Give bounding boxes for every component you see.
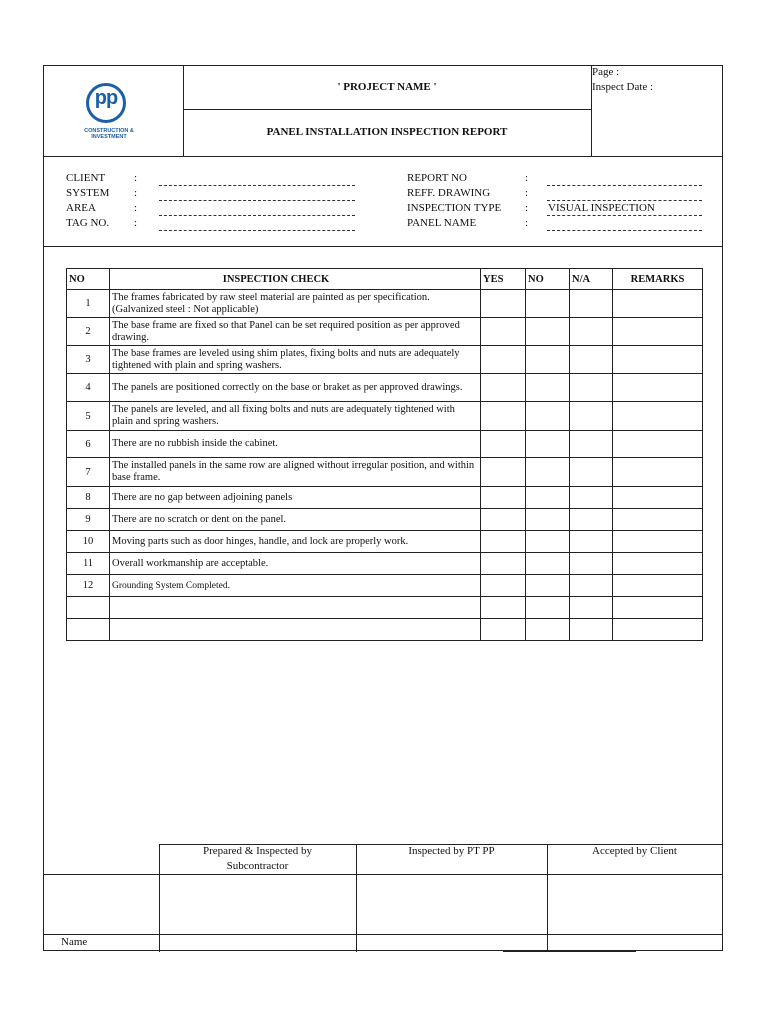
system-colon: : bbox=[134, 187, 138, 199]
table-row bbox=[67, 346, 703, 374]
no-cell[interactable] bbox=[526, 318, 570, 346]
remarks-cell[interactable] bbox=[613, 575, 703, 597]
col-header-remarks: REMARKS bbox=[613, 269, 703, 290]
no-cell[interactable] bbox=[526, 458, 570, 487]
system-field[interactable] bbox=[159, 200, 355, 201]
subcontractor-signature-box[interactable] bbox=[160, 875, 355, 933]
no-cell[interactable] bbox=[526, 597, 570, 619]
table-row bbox=[67, 619, 703, 641]
row-check-text: Overall workmanship are acceptable. bbox=[110, 553, 481, 575]
signature-extra-line bbox=[503, 951, 636, 952]
yes-cell[interactable] bbox=[481, 619, 526, 641]
no-cell[interactable] bbox=[526, 487, 570, 509]
no-cell[interactable] bbox=[526, 431, 570, 458]
yes-cell[interactable] bbox=[481, 487, 526, 509]
na-cell[interactable] bbox=[570, 531, 613, 553]
row-number: 2 bbox=[67, 318, 110, 346]
row-check-text: The panels are positioned correctly on the base or braket as per approved drawings. bbox=[110, 374, 481, 402]
na-cell[interactable] bbox=[570, 553, 613, 575]
col-header-yes: YES bbox=[481, 269, 526, 290]
pt-pp-signature-box[interactable] bbox=[357, 875, 546, 933]
tag-no-field[interactable] bbox=[159, 230, 355, 231]
row-number: 6 bbox=[67, 431, 110, 458]
inspect-date-label: Inspect Date : bbox=[592, 81, 654, 93]
project-name: ' PROJECT NAME ' bbox=[337, 81, 437, 93]
inspection-type-underline bbox=[547, 215, 702, 216]
na-cell[interactable] bbox=[570, 597, 613, 619]
prepared-by-label: Prepared & Inspected by bbox=[202, 845, 313, 857]
inspection-table bbox=[66, 268, 703, 641]
inspection-type-value[interactable]: VISUAL INSPECTION bbox=[548, 202, 655, 214]
no-cell[interactable] bbox=[526, 575, 570, 597]
na-cell[interactable] bbox=[570, 318, 613, 346]
table-row bbox=[67, 553, 703, 575]
na-cell[interactable] bbox=[570, 346, 613, 374]
yes-cell[interactable] bbox=[481, 431, 526, 458]
accepted-by-label: Accepted by Client bbox=[592, 845, 677, 857]
row-number: 3 bbox=[67, 346, 110, 374]
header-divider-middle bbox=[183, 109, 591, 110]
no-cell[interactable] bbox=[526, 346, 570, 374]
yes-cell[interactable] bbox=[481, 374, 526, 402]
na-cell[interactable] bbox=[570, 431, 613, 458]
row-number: 5 bbox=[67, 402, 110, 431]
tag-no-label: TAG NO. bbox=[66, 217, 110, 229]
table-row bbox=[67, 431, 703, 458]
prepared-by-subcontractor: Subcontractor bbox=[226, 860, 289, 872]
yes-cell[interactable] bbox=[481, 290, 526, 318]
row-number: 7 bbox=[67, 458, 110, 487]
na-cell[interactable] bbox=[570, 619, 613, 641]
remarks-cell[interactable] bbox=[613, 553, 703, 575]
row-number: 8 bbox=[67, 487, 110, 509]
header-divider-left bbox=[183, 66, 184, 156]
table-row bbox=[67, 509, 703, 531]
panel-name-label: PANEL NAME bbox=[407, 217, 477, 229]
row-number: 4 bbox=[67, 374, 110, 402]
col-header-na: N/A bbox=[570, 269, 613, 290]
table-row bbox=[67, 318, 703, 346]
page-label: Page : bbox=[592, 66, 620, 78]
row-check-text: Moving parts such as door hinges, handle, and lock are properly work. bbox=[110, 531, 481, 553]
row-check-text: Grounding System Completed. bbox=[110, 575, 481, 597]
area-field[interactable] bbox=[159, 215, 355, 216]
area-label: AREA bbox=[66, 202, 96, 214]
table-row bbox=[67, 290, 703, 318]
inspected-by-label: Inspected by PT PP bbox=[408, 845, 495, 857]
row-number: 10 bbox=[67, 531, 110, 553]
panel-name-field[interactable] bbox=[547, 230, 702, 231]
yes-cell[interactable] bbox=[481, 509, 526, 531]
remarks-cell[interactable] bbox=[613, 619, 703, 641]
logo-initials: pp bbox=[94, 87, 118, 109]
area-colon: : bbox=[134, 202, 138, 214]
reff-drawing-field[interactable] bbox=[547, 200, 702, 201]
table-row bbox=[67, 531, 703, 553]
row-check-text bbox=[110, 619, 481, 641]
table-row bbox=[67, 402, 703, 431]
row-check-text: The base frames are leveled using shim plates, fixing bolts and nuts are adequately tightened with plain and spring washers. bbox=[110, 346, 481, 374]
row-check-text: There are no scratch or dent on the panel. bbox=[110, 509, 481, 531]
client-field[interactable] bbox=[159, 185, 355, 186]
remarks-cell[interactable] bbox=[613, 374, 703, 402]
inspection-type-colon: : bbox=[525, 202, 529, 214]
table-row bbox=[67, 458, 703, 487]
na-cell[interactable] bbox=[570, 458, 613, 487]
client-label: CLIENT bbox=[66, 172, 106, 184]
remarks-cell[interactable] bbox=[613, 318, 703, 346]
yes-cell[interactable] bbox=[481, 531, 526, 553]
inspection-type-label: INSPECTION TYPE bbox=[407, 202, 502, 214]
na-cell[interactable] bbox=[570, 402, 613, 431]
row-check-text: The base frame are fixed so that Panel can be set required position as per approved drawing. bbox=[110, 318, 481, 346]
row-check-text: The frames fabricated by raw steel material are painted as per specification. (Galvanized steel : Not applicable) bbox=[110, 290, 481, 318]
row-number: 12 bbox=[67, 575, 110, 597]
na-cell[interactable] bbox=[570, 374, 613, 402]
header-divider-right bbox=[591, 66, 592, 156]
system-label: SYSTEM bbox=[66, 187, 110, 199]
report-title: PANEL INSTALLATION INSPECTION REPORT bbox=[266, 126, 508, 138]
no-cell[interactable] bbox=[526, 509, 570, 531]
reff-drawing-label: REFF. DRAWING bbox=[407, 187, 491, 199]
na-cell[interactable] bbox=[570, 290, 613, 318]
panel-name-colon: : bbox=[525, 217, 529, 229]
name-label: Name bbox=[61, 936, 88, 948]
no-cell[interactable] bbox=[526, 619, 570, 641]
row-number: 1 bbox=[67, 290, 110, 318]
table-row bbox=[67, 597, 703, 619]
report-no-colon: : bbox=[525, 172, 529, 184]
row-check-text: The panels are leveled, and all fixing bolts and nuts are adequately tightened with plain and spring washers. bbox=[110, 402, 481, 431]
client-signature-box[interactable] bbox=[548, 875, 721, 933]
no-cell[interactable] bbox=[526, 374, 570, 402]
row-number: 11 bbox=[67, 553, 110, 575]
info-bottom-line bbox=[44, 246, 722, 247]
na-cell[interactable] bbox=[570, 575, 613, 597]
signature-name-line bbox=[44, 934, 722, 935]
table-row bbox=[67, 374, 703, 402]
client-colon: : bbox=[134, 172, 138, 184]
yes-cell[interactable] bbox=[481, 575, 526, 597]
yes-cell[interactable] bbox=[481, 553, 526, 575]
reff-drawing-colon: : bbox=[525, 187, 529, 199]
row-check-text bbox=[110, 597, 481, 619]
yes-cell[interactable] bbox=[481, 346, 526, 374]
yes-cell[interactable] bbox=[481, 597, 526, 619]
na-cell[interactable] bbox=[570, 487, 613, 509]
row-number bbox=[67, 619, 110, 641]
no-cell[interactable] bbox=[526, 290, 570, 318]
remarks-cell[interactable] bbox=[613, 458, 703, 487]
remarks-cell[interactable] bbox=[613, 509, 703, 531]
row-number bbox=[67, 597, 110, 619]
remarks-cell[interactable] bbox=[613, 487, 703, 509]
row-check-text: There are no gap between adjoining panels bbox=[110, 487, 481, 509]
table-row bbox=[67, 487, 703, 509]
row-check-text: There are no rubbish inside the cabinet. bbox=[110, 431, 481, 458]
no-cell[interactable] bbox=[526, 531, 570, 553]
remarks-cell[interactable] bbox=[613, 431, 703, 458]
row-check-text: The installed panels in the same row are aligned without irregular position, and within base frame. bbox=[110, 458, 481, 487]
header-bottom-line bbox=[44, 156, 722, 157]
col-header-no-answer: NO bbox=[526, 269, 570, 290]
remarks-cell[interactable] bbox=[613, 531, 703, 553]
report-no-label: REPORT NO bbox=[407, 172, 467, 184]
col-header-no: NO bbox=[67, 269, 110, 290]
tag-no-colon: : bbox=[134, 217, 138, 229]
remarks-cell[interactable] bbox=[613, 597, 703, 619]
table-row bbox=[67, 575, 703, 597]
yes-cell[interactable] bbox=[481, 402, 526, 431]
na-cell[interactable] bbox=[570, 509, 613, 531]
row-number: 9 bbox=[67, 509, 110, 531]
remarks-cell[interactable] bbox=[613, 346, 703, 374]
col-header-check: INSPECTION CHECK bbox=[110, 269, 481, 290]
yes-cell[interactable] bbox=[481, 318, 526, 346]
table-header-row bbox=[67, 269, 703, 290]
report-no-field[interactable] bbox=[547, 185, 702, 186]
remarks-cell[interactable] bbox=[613, 402, 703, 431]
remarks-cell[interactable] bbox=[613, 290, 703, 318]
yes-cell[interactable] bbox=[481, 458, 526, 487]
no-cell[interactable] bbox=[526, 402, 570, 431]
logo-tagline: CONSTRUCTION & INVESTMENT bbox=[84, 128, 134, 140]
no-cell[interactable] bbox=[526, 553, 570, 575]
